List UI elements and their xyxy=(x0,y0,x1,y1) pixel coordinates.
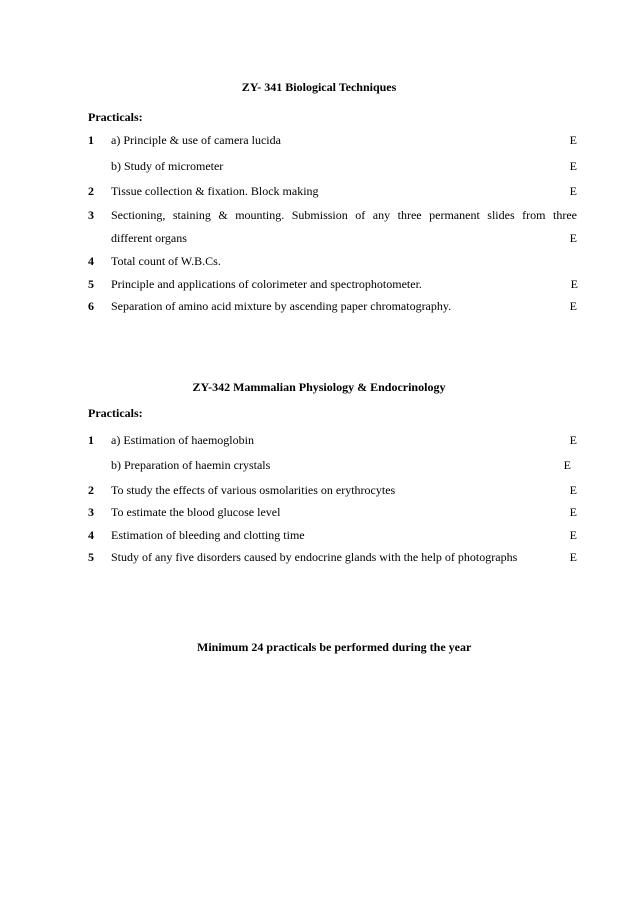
section1-item-text: Sectioning, staining & mounting. Submission of any three permanent slides from three xyxy=(111,208,577,222)
section2-item-grade: E xyxy=(569,528,577,542)
section2-item-text: a) Estimation of haemoglobin xyxy=(111,433,254,447)
section1-item-text: Separation of amino acid mixture by ascending paper chromatography. xyxy=(111,299,452,313)
section1-item-grade: E xyxy=(570,277,578,291)
section1-item-number: 3 xyxy=(88,208,94,222)
section2-practicals-label: Practicals: xyxy=(88,406,143,420)
section2-item-number: 3 xyxy=(88,505,94,519)
section2-item-number: 1 xyxy=(88,433,94,447)
section2-item-text: To study the effects of various osmolarities on erythrocytes xyxy=(111,483,396,497)
section1-item-number: 1 xyxy=(88,133,94,147)
section2-item-number: 5 xyxy=(88,550,94,564)
section2-title: ZY-342 Mammalian Physiology & Endocrinology xyxy=(192,380,446,394)
section2-item-text: To estimate the blood glucose level xyxy=(111,505,281,519)
section2-item-grade: E xyxy=(569,483,577,497)
section1-item-text: different organs xyxy=(111,231,187,245)
section1-item-grade: E xyxy=(569,184,577,198)
section1-item-number: 6 xyxy=(88,299,94,313)
section2-item-grade: E xyxy=(563,458,571,472)
section1-item-text: a) Principle & use of camera lucida xyxy=(111,133,281,147)
section1-item-number: 5 xyxy=(88,277,94,291)
section1-item-text: Total count of W.B.Cs. xyxy=(111,254,221,268)
section2-item-text: Study of any five disorders caused by endocrine glands with the help of photographs xyxy=(111,550,518,564)
section2-item-grade: E xyxy=(569,550,577,564)
section2-item-number: 4 xyxy=(88,528,94,542)
section1-title: ZY- 341 Biological Techniques xyxy=(241,80,397,94)
section2-item-text: b) Preparation of haemin crystals xyxy=(111,458,271,472)
footer-note: Minimum 24 practicals be performed during the year xyxy=(197,640,472,654)
section1-item-text: Tissue collection & fixation. Block making xyxy=(111,184,319,198)
section1-item-number: 2 xyxy=(88,184,94,198)
section1-item-number: 4 xyxy=(88,254,94,268)
section1-item-text: Principle and applications of colorimeter and spectrophotometer. xyxy=(111,277,422,291)
section1-practicals-label: Practicals: xyxy=(88,110,143,124)
section2-item-grade: E xyxy=(569,433,577,447)
section1-item-grade: E xyxy=(569,231,577,245)
section1-item-grade: E xyxy=(569,159,577,173)
section2-item-grade: E xyxy=(569,505,577,519)
section2-item-number: 2 xyxy=(88,483,94,497)
section1-item-grade: E xyxy=(569,299,577,313)
section2-item-text: Estimation of bleeding and clotting time xyxy=(111,528,305,542)
section1-item-text: b) Study of micrometer xyxy=(111,159,224,173)
section1-item-grade: E xyxy=(569,133,577,147)
